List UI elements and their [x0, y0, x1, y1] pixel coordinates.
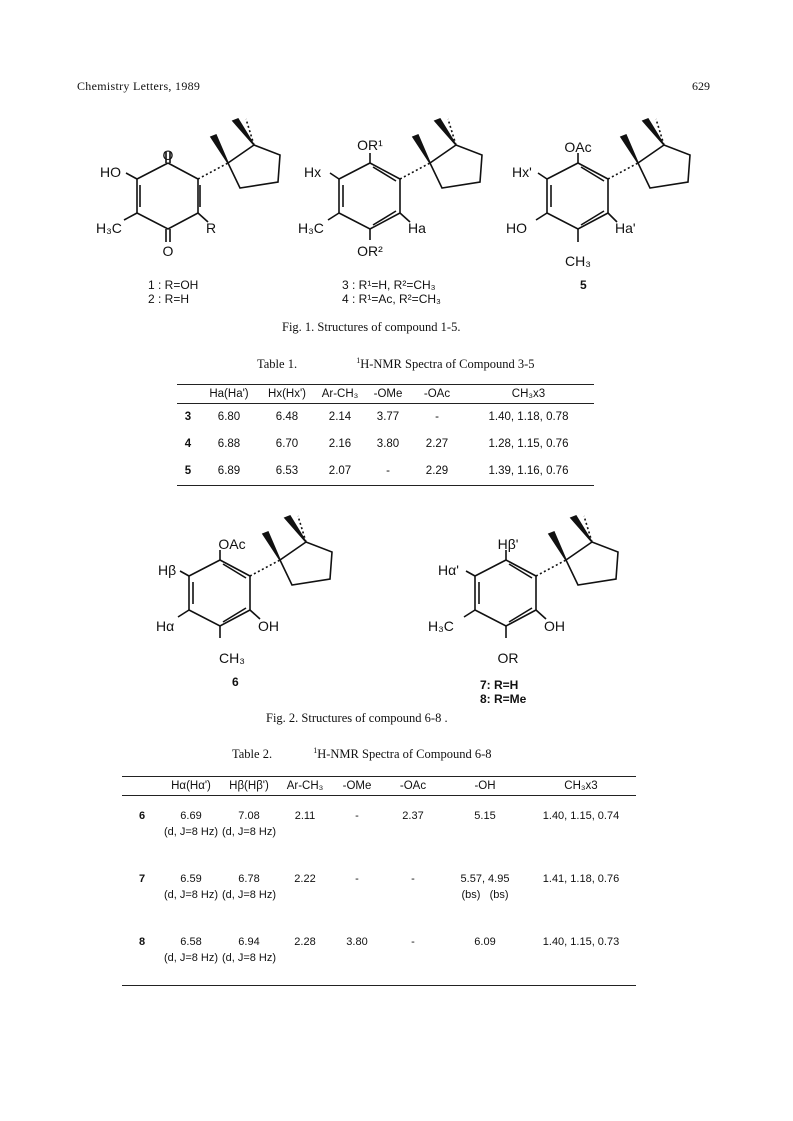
table1-cell-hx: 6.70: [275, 438, 299, 450]
table2-cell-cpd: 6: [138, 810, 146, 822]
label-compound-7: 7: R=H: [480, 678, 519, 692]
label-h3c-34: H₃C: [298, 220, 324, 236]
table1-cell-ha: 6.88: [217, 438, 241, 450]
table2-header-cpd: [122, 777, 162, 796]
arene-ring-5: [547, 163, 608, 229]
table2-header-hbeta: Hβ(Hβ'): [220, 777, 278, 796]
table2-header-ome: -OMe: [332, 777, 382, 796]
label-compound-6: 6: [232, 675, 239, 689]
fig1-caption: Fig. 1. Structures of compound 1-5.: [282, 320, 461, 334]
label-compound-2: 2 : R=H: [148, 292, 190, 306]
label-compound-4: 4 : R¹=Ac, R²=CH₃: [342, 292, 441, 306]
table-row: [122, 922, 636, 986]
journal-header: Chemistry Letters, 1989: [77, 79, 201, 93]
table2-cell-ome: -: [355, 873, 359, 885]
table1-cell-arch3: 2.14: [328, 411, 352, 423]
table2-cell-arch3: 2.22: [294, 873, 316, 885]
table2-cell-cpd: 7: [138, 873, 146, 885]
page-number: 629: [692, 79, 710, 93]
label-ho-5: HO: [506, 220, 527, 236]
label-h3c: H₃C: [96, 220, 122, 236]
table2-header-halpha: Hα(Hα'): [162, 777, 220, 796]
table-row: [122, 859, 636, 922]
table2-cell-oh: [444, 859, 526, 922]
table1-cell-ome: -: [386, 465, 390, 477]
table2-cell-oac: -: [411, 873, 415, 885]
table2-value: 5.57, 4.95: [460, 873, 510, 885]
label-hbeta: Hβ: [158, 562, 177, 578]
table2-value: 6.94: [238, 936, 260, 948]
label-ho: HO: [100, 164, 121, 180]
table1-cell-cpd: 3: [184, 411, 192, 423]
table1-cell-ome: 3.77: [376, 411, 400, 423]
table2-value: 6.09: [474, 936, 496, 948]
table1-cell-oac: 2.27: [425, 438, 449, 450]
table1-header-ch3x3: CH₃x3: [463, 385, 594, 404]
table1-header-row: [177, 385, 594, 404]
table1-cell-ome: 3.80: [376, 438, 400, 450]
label-or2: OR²: [357, 243, 383, 259]
label-hx-prime: Hx': [512, 164, 532, 180]
table2-cell-oac: 2.37: [402, 810, 424, 822]
table2-multiplicity: (d, J=8 Hz): [221, 952, 277, 964]
table1-cell-ch3x3: 1.28, 1.15, 0.76: [488, 438, 569, 450]
table2-cell-oh: [444, 922, 526, 986]
table2-value: 6.78: [238, 873, 260, 885]
table2-title-prefix: Table 2.: [232, 747, 273, 762]
table2-cell-ch3x3: 1.40, 1.15, 0.74: [542, 810, 620, 822]
label-oh-78: OH: [544, 618, 565, 634]
table2-header-ch3x3: CH₃x3: [526, 777, 636, 796]
table2-multiplicity: (d, J=8 Hz): [163, 889, 219, 901]
table2-cell-hbeta: [220, 859, 278, 922]
table1-cell-hx: 6.48: [275, 411, 299, 423]
table-row: [177, 431, 594, 458]
table1-header-ha: Ha(Ha'): [199, 385, 259, 404]
table1-cell-cpd: 5: [184, 465, 192, 477]
table2-value: 6.69: [180, 810, 202, 822]
label-or1: OR¹: [357, 137, 383, 153]
table2-multiplicity: (d, J=8 Hz): [163, 826, 219, 838]
table1-cell-oac: 2.29: [425, 465, 449, 477]
table2-header-oac: -OAc: [382, 777, 444, 796]
table2-header-row: [122, 777, 636, 796]
table2-value: 7.08: [238, 810, 260, 822]
table2-nmr: [122, 776, 636, 986]
label-r: R: [206, 220, 217, 236]
table-row: [122, 796, 636, 860]
table1-cell-cpd: 4: [184, 438, 192, 450]
table2-cell-halpha: [162, 859, 220, 922]
label-or: OR: [497, 650, 519, 666]
table1-header-ome: -OMe: [365, 385, 411, 404]
label-oac: OAc: [564, 139, 592, 155]
table2-cell-ome: 3.80: [346, 936, 368, 948]
cyclopentane-ring: [228, 145, 280, 188]
label-compound-5: 5: [580, 278, 587, 292]
cyclopentane-ring-78: [566, 542, 618, 585]
arene-ring-34: [339, 163, 400, 229]
table2-header-arch3: Ar-CH₃: [278, 777, 332, 796]
table1-cell-oac: -: [435, 411, 439, 423]
table2-cell-halpha: [162, 796, 220, 860]
table2-title-sup: 1: [313, 746, 318, 755]
table1-title-text: H-NMR Spectra of Compound 3-5: [360, 357, 535, 372]
label-h3c-78: H₃C: [428, 618, 454, 634]
label-ha-prime: Ha': [615, 220, 636, 236]
table2-cell-oh: [444, 796, 526, 860]
table2-cell-hbeta: [220, 922, 278, 986]
table2-value: 6.58: [180, 936, 202, 948]
table2-multiplicity: (d, J=8 Hz): [163, 952, 219, 964]
table1-cell-arch3: 2.16: [328, 438, 352, 450]
table1-cell-ha: 6.80: [217, 411, 241, 423]
label-ch3: CH₃: [565, 253, 591, 269]
table1-cell-ch3x3: 1.40, 1.18, 0.78: [488, 411, 569, 423]
cyclopentane-ring-6: [280, 542, 332, 585]
table1-title-sup: 1: [356, 356, 361, 365]
table2-multiplicity: (d, J=8 Hz): [221, 826, 277, 838]
arene-ring-6: [189, 560, 250, 626]
table2-header-oh: -OH: [444, 777, 526, 796]
label-hbeta-prime: Hβ': [497, 536, 519, 552]
table2-cell-cpd: 8: [138, 936, 146, 948]
label-compound-3: 3 : R¹=H, R²=CH₃: [342, 278, 436, 292]
label-halpha: Hα: [156, 618, 175, 634]
table1-cell-ch3x3: 1.39, 1.16, 0.76: [488, 465, 569, 477]
label-o-top: O: [162, 147, 174, 163]
label-halpha-prime: Hα': [438, 562, 459, 578]
label-oac-6: OAc: [218, 536, 246, 552]
table2-cell-ch3x3: 1.41, 1.18, 0.76: [542, 873, 620, 885]
table2-cell-halpha: [162, 922, 220, 986]
table2-cell-arch3: 2.28: [294, 936, 316, 948]
label-ha: Ha: [408, 220, 426, 236]
table1-cell-arch3: 2.07: [328, 465, 352, 477]
label-hx: Hx: [304, 164, 322, 180]
table2-cell-ome: -: [355, 810, 359, 822]
label-o-bottom: O: [162, 243, 174, 259]
table-row: [177, 404, 594, 432]
table2-cell-ch3x3: 1.40, 1.15, 0.73: [542, 936, 620, 948]
table1-nmr: [177, 384, 594, 486]
cyclopentane-ring-34: [430, 145, 482, 188]
table-row: [177, 458, 594, 486]
table1-header-oac: -OAc: [411, 385, 463, 404]
table2-multiplicity: (bs) (bs): [461, 889, 509, 901]
table2-multiplicity: (d, J=8 Hz): [221, 889, 277, 901]
label-ch3-6: CH₃: [219, 650, 245, 666]
fig1-structures: [0, 0, 793, 320]
table1-title-prefix: Table 1.: [257, 357, 298, 372]
table2-cell-hbeta: [220, 796, 278, 860]
table1-cell-ha: 6.89: [217, 465, 241, 477]
label-compound-8: 8: R=Me: [480, 692, 527, 705]
table2-title-text: H-NMR Spectra of Compound 6-8: [317, 747, 492, 762]
table1-title: [257, 356, 535, 372]
arene-ring-78: [475, 560, 536, 626]
table2-title: [232, 746, 492, 762]
table2-value: 5.15: [474, 810, 496, 822]
label-compound-1: 1 : R=OH: [148, 278, 199, 292]
fig2-structures: [0, 505, 793, 705]
quinone-ring: [137, 163, 198, 229]
table1-cell-hx: 6.53: [275, 465, 299, 477]
fig2-caption: Fig. 2. Structures of compound 6-8 .: [266, 711, 448, 725]
table2-cell-oac: -: [411, 936, 415, 948]
table2-cell-arch3: 2.11: [294, 810, 316, 822]
label-oh-6: OH: [258, 618, 279, 634]
table1-header-arch3: Ar-CH₃: [315, 385, 365, 404]
cyclopentane-ring-5: [638, 145, 690, 188]
table2-value: 6.59: [180, 873, 202, 885]
table1-header-hx: Hx(Hx'): [259, 385, 315, 404]
table1-header-cpd: [177, 385, 199, 404]
